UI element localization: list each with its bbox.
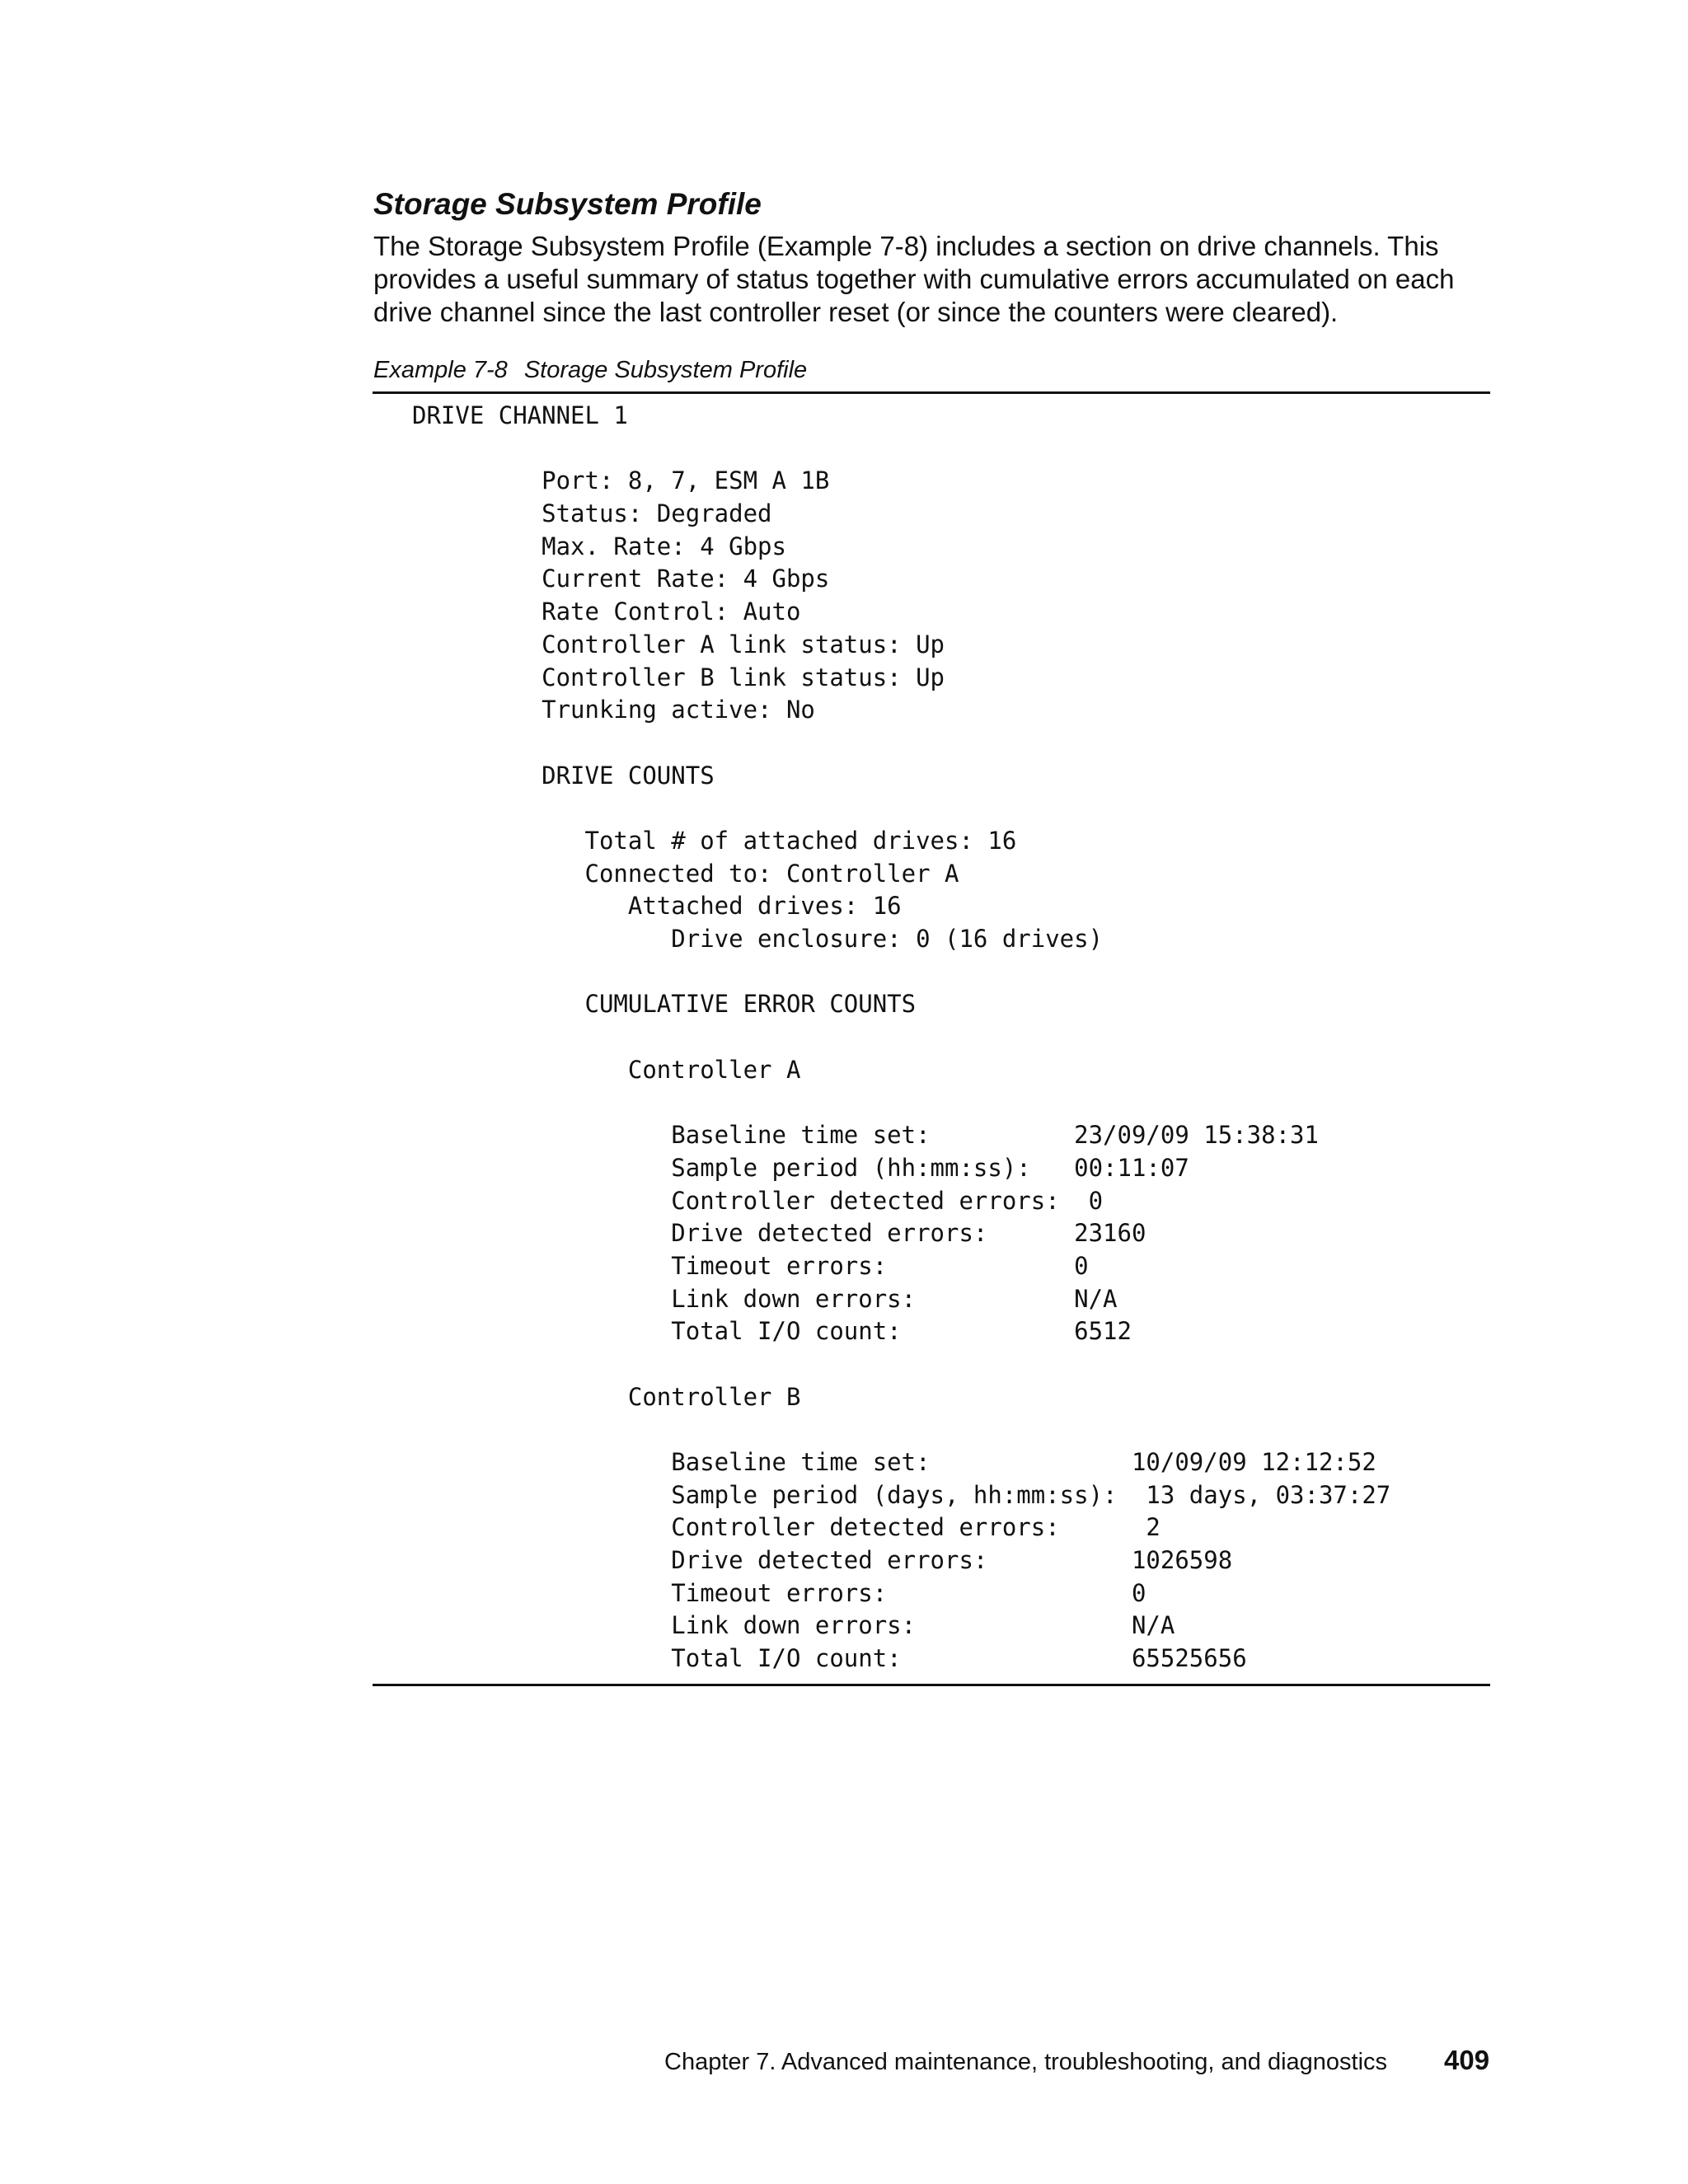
intro-paragraph — [373, 230, 1454, 329]
section-heading: Storage Subsystem Profile — [373, 187, 762, 221]
code-line — [412, 1086, 1390, 1119]
code-line: Sample period (days, hh:mm:ss): 13 days, 03:37:27 — [412, 1480, 1391, 1509]
code-line: Total I/O count: 6512 — [412, 1317, 1132, 1346]
code-line — [412, 792, 1390, 825]
code-line: Controller B link status: Up — [412, 663, 945, 691]
example-bottom-rule — [373, 1684, 1490, 1686]
intro-line: The Storage Subsystem Profile (Example 7-8) includes a section on drive channels. This — [373, 231, 1439, 261]
code-line — [412, 433, 1390, 466]
code-line: Sample period (hh:mm:ss): 00:11:07 — [412, 1153, 1189, 1182]
code-line — [412, 727, 1390, 760]
example-code-block — [412, 400, 1390, 1675]
code-line: Current Rate: 4 Gbps — [412, 565, 830, 593]
code-line: Baseline time set: 10/09/09 12:12:52 — [412, 1448, 1376, 1476]
code-line: Link down errors: N/A — [412, 1284, 1118, 1313]
code-line: Trunking active: No — [412, 696, 815, 724]
code-line: Drive detected errors: 1026598 — [412, 1546, 1233, 1575]
intro-line: drive channel since the last controller reset (or since the counters were cleared). — [373, 297, 1339, 327]
code-line: Total I/O count: 65525656 — [412, 1644, 1247, 1673]
code-line: Controller A link status: Up — [412, 630, 945, 658]
page-number: 409 — [1444, 2045, 1490, 2075]
code-line: Link down errors: N/A — [412, 1611, 1175, 1640]
code-line: Rate Control: Auto — [412, 598, 801, 626]
code-line: Timeout errors: 0 — [412, 1251, 1089, 1280]
code-line: Drive detected errors: 23160 — [412, 1219, 1146, 1248]
code-line: DRIVE COUNTS — [412, 761, 715, 790]
example-caption-title: Storage Subsystem Profile — [523, 357, 808, 383]
code-line: CUMULATIVE ERROR COUNTS — [412, 990, 917, 1019]
example-top-rule — [373, 391, 1490, 394]
code-line: Baseline time set: 23/09/09 15:38:31 — [412, 1121, 1319, 1150]
code-line: Port: 8, 7, ESM A 1B — [412, 466, 830, 495]
code-line: Drive enclosure: 0 (16 drives) — [412, 925, 1104, 953]
code-line: Status: Degraded — [412, 499, 772, 528]
code-line: Controller detected errors: 0 — [412, 1186, 1104, 1215]
code-line: Controller detected errors: 2 — [412, 1513, 1160, 1542]
intro-line: provides a useful summary of status together with cumulative errors accumulated on each — [373, 264, 1455, 294]
code-line: Total # of attached drives: 16 — [412, 826, 1017, 855]
code-line — [412, 956, 1390, 989]
example-caption-id: Example 7-8 — [373, 357, 508, 383]
code-line: Controller A — [412, 1055, 801, 1084]
example-caption — [373, 354, 807, 387]
footer-chapter-title: Chapter 7. Advanced maintenance, troubleshooting, and diagnostics — [664, 2049, 1388, 2075]
code-line — [412, 1348, 1390, 1381]
code-line — [412, 1413, 1390, 1446]
code-line: Controller B — [412, 1382, 801, 1411]
code-line: Timeout errors: 0 — [412, 1578, 1146, 1607]
code-line: Max. Rate: 4 Gbps — [412, 532, 786, 560]
code-line: Connected to: Controller A — [412, 859, 959, 888]
code-line: Attached drives: 16 — [412, 892, 902, 921]
code-line — [412, 1021, 1390, 1054]
code-line: DRIVE CHANNEL 1 — [412, 401, 628, 429]
